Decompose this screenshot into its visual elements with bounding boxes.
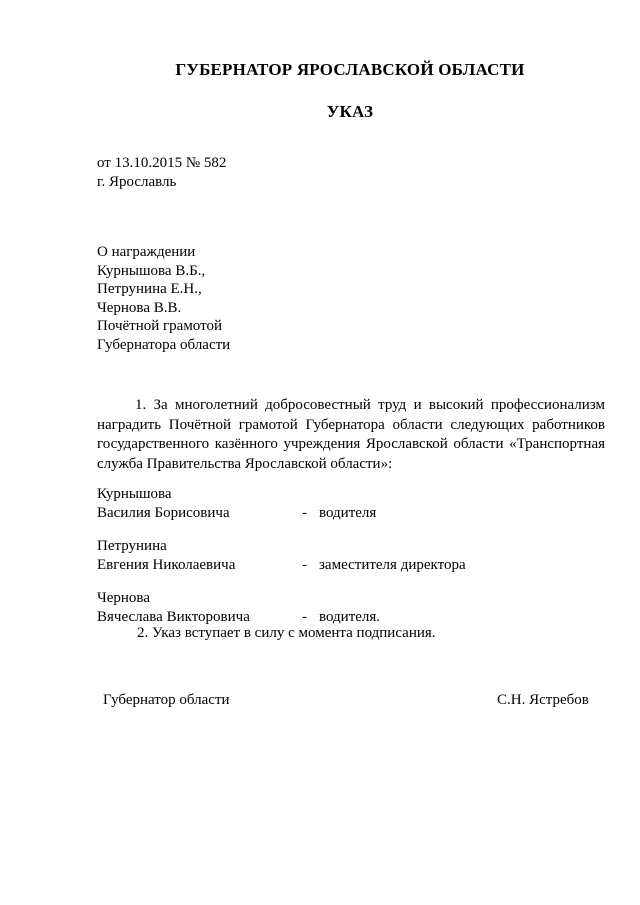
awardee-entry — [97, 589, 381, 626]
subject-line: Курнышова В.Б., — [97, 262, 206, 279]
subject-line: Чернова В.В. — [97, 299, 182, 316]
item-2-paragraph: 2. Указ вступает в силу с момента подписания. — [137, 625, 436, 641]
awardee-name: Вячеслава Викторовича — [97, 608, 250, 625]
awardee-dash: - — [302, 556, 307, 573]
awardee-surname: Курнышова — [97, 486, 172, 502]
item-1-text: За многолетний добросовестный труд и высокий профессионализм наградить Почётной грамотой Губернатора области следующих работников государственного казённого учреждения Ярославской области «Транспортная служба Правительства Ярославской области»: — [97, 397, 605, 472]
document-type-title: УКАЗ — [326, 102, 374, 121]
item-1-number: 1. — [135, 397, 147, 413]
document-issuer-title: ГУБЕРНАТОР ЯРОСЛАВСКОЙ ОБЛАСТИ — [175, 60, 525, 79]
subject-line: Почётной грамотой — [97, 318, 222, 334]
awardee-name: Евгения Николаевича — [97, 556, 236, 573]
signatory-name: С.Н. Ястребов — [497, 692, 589, 708]
subject-line: О награждении — [97, 244, 196, 260]
document-meta — [97, 154, 226, 191]
awardee-entry — [97, 537, 466, 574]
awardee-dash: - — [302, 608, 307, 625]
signatory-position: Губернатор области — [103, 692, 230, 708]
awardee-role: водителя — [319, 504, 377, 521]
subject-line: Губернатора области — [97, 336, 231, 353]
awardee-name: Василия Борисовича — [97, 504, 230, 521]
awardee-role: заместителя директора — [319, 556, 466, 573]
awardee-dash: - — [302, 504, 307, 521]
city-line: г. Ярославль — [97, 173, 177, 190]
document-subject — [97, 243, 230, 354]
subject-line: Петрунина Е.Н., — [97, 281, 202, 297]
awardee-role: водителя. — [319, 608, 381, 625]
awardee-surname: Чернова — [97, 590, 150, 606]
item-1-paragraph — [97, 396, 605, 474]
awardee-surname: Петрунина — [97, 538, 167, 554]
date-number-line: от 13.10.2015 № 582 — [97, 155, 227, 171]
awardee-entry — [97, 485, 377, 522]
